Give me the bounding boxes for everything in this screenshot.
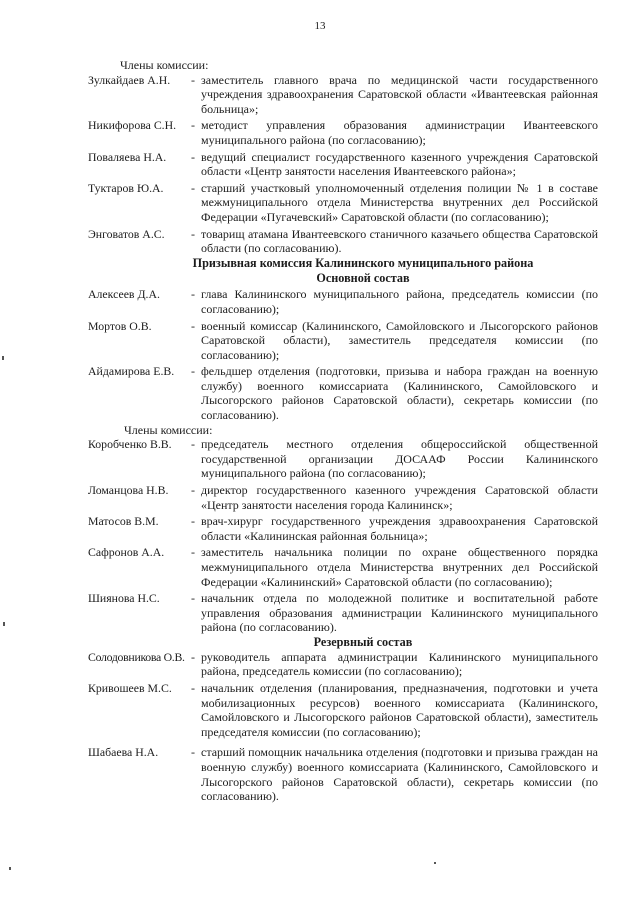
scan-mark	[3, 622, 5, 626]
member-entry	[88, 437, 598, 481]
member-role: глава Калининского муниципального района, председатель комиссии (по согласованию);	[201, 287, 598, 316]
entry-dash: -	[191, 437, 195, 452]
member-entry	[88, 287, 598, 316]
member-name: Туктаров Ю.А.	[88, 180, 164, 195]
member-role: начальник отдела по молодежной политике и воспитательной работе управления образования администрации Калининского муниципального района (по согласованию).	[201, 591, 598, 635]
entry-dash: -	[191, 149, 195, 164]
member-entry	[88, 681, 598, 739]
member-name: Зулкайдаев А.Н.	[88, 72, 171, 87]
member-name: Коробченко В.В.	[88, 437, 172, 452]
member-name: Алексеев Д.А.	[88, 287, 160, 302]
member-name: Никифорова С.Н.	[88, 118, 177, 133]
entry-dash: -	[191, 745, 195, 760]
member-name: Кривошеев М.С.	[88, 680, 172, 695]
entry-dash: -	[191, 364, 195, 379]
entry-dash: -	[191, 514, 195, 529]
entry-dash: -	[191, 545, 195, 560]
main-composition-heading: Основной состав	[316, 270, 410, 285]
member-entry	[88, 545, 598, 589]
member-entry	[88, 745, 598, 803]
entry-dash: -	[191, 180, 195, 195]
member-entry	[88, 514, 598, 543]
scan-mark	[2, 356, 4, 360]
member-role: директор государственного казенного учреждения Саратовской области «Центр занятости населения города Калининск»;	[201, 483, 598, 512]
member-entry	[88, 364, 598, 422]
member-role: руководитель аппарата администрации Калининского муниципального района, председатель комиссии (по согласованию);	[201, 649, 598, 679]
entry-dash: -	[191, 318, 195, 333]
member-name: Солодовникова О.В.	[88, 649, 185, 664]
member-name: Айдамирова Е.В.	[88, 364, 175, 379]
members-label: Члены комиссии:	[124, 422, 213, 437]
member-entry	[88, 118, 598, 147]
entry-dash: -	[191, 118, 195, 133]
member-role: военный комиссар (Калининского, Самойловского и Лысогорского районов Саратовской области), заместитель председателя комиссии (по согласованию);	[201, 318, 598, 362]
member-role: заместитель главного врача по медицинской части государственного учреждения здравоохранения Саратовской области «Ивантеевская районная больница»;	[201, 72, 598, 116]
member-entry	[88, 483, 598, 512]
entry-dash: -	[191, 287, 195, 302]
member-name: Матосов В.М.	[88, 514, 159, 529]
entry-dash: -	[191, 649, 195, 664]
member-role: товарищ атамана Ивантеевского станичного казачьего общества Саратовской области (по согласованию).	[201, 226, 598, 256]
member-role: врач-хирург государственного учреждения здравоохранения Саратовской области «Калининская районная больница»;	[201, 514, 598, 543]
member-name: Мортов О.В.	[88, 318, 152, 333]
member-role: начальник отделения (планирования, предназначения, подготовки и учета мобилизационных ресурсов) военного комиссариата (Калининского, Самойловского и Лысогорского районов Саратовской области), заместитель председателя комиссии (по согласованию);	[201, 680, 598, 739]
member-entry	[88, 73, 598, 117]
member-role: старший помощник начальника отделения (подготовки и призыва граждан на военную службу) военного комиссариата (Калининского, Самойловского и Лысогорского районов Саратовской области), секретарь комиссии (по согласованию).	[201, 745, 598, 804]
entry-dash: -	[191, 226, 195, 241]
page-number: 13	[314, 20, 326, 32]
member-entry	[88, 591, 598, 635]
member-role: заместитель начальника полиции по охране общественного порядка межмуниципального отдела Министерства внутренних дел Российской Федерации «Калининский» Саратовской области (по согласованию);	[201, 545, 598, 589]
member-name: Шиянова Н.С.	[88, 591, 160, 606]
member-role: методист управления образования администрации Ивантеевского муниципального района (по согласованию);	[201, 118, 598, 147]
member-name: Поваляева Н.А.	[88, 149, 167, 164]
member-name: Сафронов А.А.	[88, 545, 165, 560]
member-name: Шабаева Н.А.	[88, 745, 159, 760]
document-body	[88, 58, 598, 804]
member-entry	[88, 181, 598, 225]
entry-dash: -	[191, 680, 195, 695]
scan-mark	[9, 867, 11, 870]
entry-dash: -	[191, 72, 195, 87]
member-entry	[88, 150, 598, 179]
member-entry	[88, 227, 598, 256]
members-label: Члены комиссии:	[120, 58, 209, 72]
member-role: председатель местного отделения общероссийской общественной государственной организации ДОСААФ России Калининского муниципального района (по согласованию);	[201, 437, 598, 481]
member-role: фельдшер отделения (подготовки, призыва и набора граждан на военную службу) военного комиссариата (Калининского, Самойловского и Лысогорского районов Саратовской области), секретарь комиссии (по согласованию).	[201, 364, 598, 423]
member-entry	[88, 319, 598, 363]
commission-title: Призывная комиссия Калининского муниципального района	[192, 255, 534, 270]
reserve-composition-heading: Резервный состав	[313, 634, 413, 649]
entry-dash: -	[191, 483, 195, 498]
member-role: ведущий специалист государственного казенного учреждения Саратовской области «Центр занятости населения Ивантеевского района»;	[201, 149, 598, 179]
member-name: Энговатов А.С.	[88, 226, 165, 241]
entry-dash: -	[191, 591, 195, 606]
member-name: Ломанцова Н.В.	[88, 483, 169, 498]
member-entry	[88, 650, 598, 679]
member-role: старший участковый уполномоченный отделения полиции № 1 в составе межмуниципального отдела Министерства внутренних дел Российской Федерации «Пугачевский» Саратовской области (по согласованию);	[201, 180, 598, 224]
scan-mark	[434, 862, 436, 864]
